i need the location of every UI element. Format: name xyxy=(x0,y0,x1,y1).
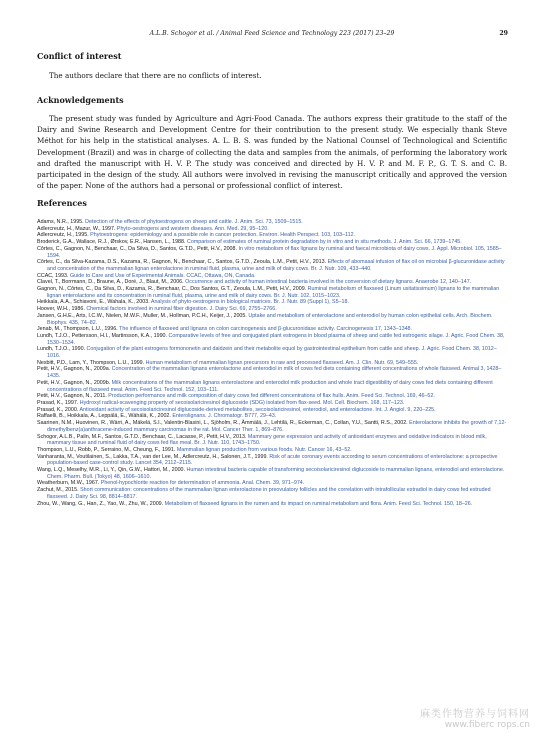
reference-link[interactable]: Metabolism of flaxseed lignans in the rumen and its impact on ruminal metabolism and flora. Anim. Feed Sci. Technol. 150, 18–26. xyxy=(164,500,473,507)
reference-item xyxy=(37,246,507,259)
reference-item xyxy=(37,333,507,346)
reference-authors: Adlercreutz, H., 1995. xyxy=(37,232,91,239)
reference-link[interactable]: Mammalian lignan production from various foods. Nutr. Cancer 16, 43–52. xyxy=(176,446,352,453)
reference-link[interactable]: Short communication: concentrations of the mammalian lignan enterolactone in preovulatory follicles and the correlation with intrafollicular estradiol in dairy cows fed extruded flaxseed. J. Dairy Sci. 98, 8814–8817. xyxy=(47,487,491,500)
reference-authors: Broderick, G.A., Wallace, R.J., Ørskov, E.R., Hansen, L., 1988. xyxy=(37,239,187,246)
reference-item xyxy=(37,380,507,393)
reference-authors: Heikkala, A.A., Schiavoni, E., Wahala, K., 2003. xyxy=(37,299,151,306)
reference-item xyxy=(37,501,507,508)
reference-link[interactable]: Enterolactone inhibits the growth of 7,12-dimethylbenz(a)anthracene-induced mammary carcinomas in the rat. Mol. Cancer Ther. 1, 869–876. xyxy=(47,420,507,433)
reference-authors: Zhou, W., Wang, G., Han, Z., Yao, W., Zhu, W., 2009. xyxy=(37,500,165,507)
reference-item xyxy=(37,219,507,226)
reference-item xyxy=(37,420,507,433)
reference-authors: Jenab, M., Thompson, L.U., 1996. xyxy=(37,326,120,333)
reference-authors: Thompson, L.U., Robb, P., Serraino, M., Cheung, F., 1991. xyxy=(37,446,177,453)
reference-item xyxy=(37,226,507,233)
watermark-line-2: www.fiberc rops.cn xyxy=(444,720,530,730)
reference-authors: Adlercreutz, H., Mazur, W., 1997. xyxy=(37,225,117,232)
reference-link[interactable]: Conjugation of the plant estrogens formononetin and daidzein and their metabolite equol by gastrointestinal epithelium from cattle and sheep. J. Agric. Food Chem. 38, 1012–1016. xyxy=(47,346,497,360)
reference-link[interactable]: Comparative levels of free and conjugated plant estrogens in blood plasma of sheep and cattle fed estrogenic silage. J. Agric. Food Chem. 38, 1530–1534. xyxy=(47,332,505,346)
reference-item xyxy=(37,400,507,407)
reference-authors: Clavel, T., Borrmann, D., Braune, A., Doré, J., Blaut, M., 2006. xyxy=(37,279,186,286)
reference-authors: Raffaelli, B., Hoikkala, A., Leppälä, E., Wähälä, K., 2002. xyxy=(37,413,173,420)
reference-authors: Prasad, K., 1997. xyxy=(37,399,80,406)
reference-authors: Vanharanta, M., Voutilainen, S., Lakka, T.A., van der Lee, M., Adlercreutz, H., Salonen, J.T., 1999. xyxy=(37,453,270,460)
reference-link[interactable]: Comparison of estimates of ruminal protein degradation by in vitro and in situ methods. J. Anim. Sci. 66, 1739–1745. xyxy=(186,239,462,246)
reference-item xyxy=(37,273,507,280)
reference-item xyxy=(37,393,507,400)
reference-link[interactable]: Effects of abomasal infusion of flax oil on microbial β-glucuronidase activity and concentration of the mammalian lignan enterolactone in ruminal fluid, plasma, urine and milk of dairy cows. Br. J. Nutr. 109, 433–440. xyxy=(47,259,505,272)
reference-item xyxy=(37,407,507,414)
reference-authors: CCAC, 1993. xyxy=(37,272,70,279)
reference-link[interactable]: Ruminal metabolism of flaxseed (Linum usitatissimum) lignans to the mammalian lignan enterolactone and its concentration in ruminal fluid, plasma, urine and milk of dairy cows. Br. J. Nutr. 102, 1015–1023. xyxy=(47,286,500,299)
reference-authors: Nesbitt, P.D., Lam, Y., Thompson, L.U., 1999. xyxy=(37,359,146,366)
reference-link[interactable]: The influence of flaxseed and lignans on colon carcinogenesis and β-glucuronidase activity. Carcinogenesis 17, 1343–1348. xyxy=(119,326,413,333)
reference-authors: Zachut, M., 2015. xyxy=(37,487,81,494)
reference-item xyxy=(37,299,507,306)
reference-item xyxy=(37,326,507,333)
watermark xyxy=(420,709,530,731)
reference-link[interactable]: Detection of the effects of phytoestrogens on sheep and cattle. J. Anim. Sci. 73, 1509–1515. xyxy=(85,219,303,225)
reference-link[interactable]: Concentration of the mammalian lignans enterolactone and enterodiol in milk of cows fed diets containing different concentrations of whole flaxseed. Animal 3, 1428–1435. xyxy=(47,366,502,380)
reference-authors: Petit, H.V., Gagnon, N., 2009a. xyxy=(37,366,112,373)
reference-authors: Adams, N.R., 1995. xyxy=(37,219,86,225)
reference-link[interactable]: Chemical factors involved in ruminal fiber digestion. J. Dairy Sci. 69, 2755–2766. xyxy=(86,306,277,313)
reference-item xyxy=(37,360,507,367)
reference-item xyxy=(37,454,507,467)
reference-authors: Jansen, G.H.E., Arts, I.C.W., Nielen, M.W.F., Muller, M., Hollman, P.C.H., Keijer, J., 2005. xyxy=(37,312,249,319)
reference-authors: Lundh, T.J.O., 1990. xyxy=(37,346,87,353)
page-number: 29 xyxy=(499,30,508,37)
reference-authors: Wang, L.Q., Meselhy, M.R., Li, Y., Qin, G.W., Hattori, M., 2000. xyxy=(37,467,187,474)
reference-item xyxy=(37,467,507,480)
references-heading: References xyxy=(37,198,87,208)
reference-link[interactable]: Hydroxyl radical-scavenging property of secoisolariciresinol diglucoside (SDG) isolated from flax-seed. Mol. Cell. Biochem. 168, 117–123. xyxy=(79,399,405,406)
reference-item xyxy=(37,346,507,359)
reference-authors: Schogor, A.L.B., Palin, M.F., Santos, G.T.D., Benchaar, C., Lacasse, P., Petit, H.V., 2013. xyxy=(37,433,248,440)
reference-link[interactable]: In vitro metabolism of flax lignans by ruminal and faecal microbiota of dairy cows. J. Appl. Microbiol. 105, 1585–1594. xyxy=(47,245,502,259)
reference-authors: Petit, H.V., Gagnon, N., 2009b. xyxy=(37,379,112,386)
reference-authors: Prasad, K., 2000. xyxy=(37,406,80,413)
reference-link[interactable]: Analysis of phyto-oestrogens in biological matrices. Br. J. Nutr. 89 (Suppl 1), S5–18. xyxy=(150,299,349,306)
reference-link[interactable]: Phytoestrogens: epidemiology and a possible role in cancer protection. Environ. Health Perspect. 103, 103–112. xyxy=(90,232,356,239)
reference-link[interactable]: Human intestinal bacteria capable of transforming secoisolariciresinol diglucoside to mammalian lignans, enterodiol and enterolactone. Chem. Pharm. Bull. (Tokyo) 48, 1606–1610. xyxy=(47,467,505,480)
reference-list xyxy=(37,219,507,507)
reference-link[interactable]: Antioxidant activity of secoisolariciresinol diglucoside-derived metabolites, secoisolariciresinol, enterodiol, and enterolactone. Int. J. Angiol. 9, 220–225. xyxy=(79,406,436,413)
reference-link[interactable]: Phenol-hypochlorite reaction for determination of ammonia. Anal. Chem. 39, 971–974. xyxy=(100,480,305,487)
watermark-line-1: 麻类作物营养与饲料网 xyxy=(420,709,530,720)
reference-link[interactable]: Production performance and milk composition of dairy cows fed different concentrations of flax hulls. Anim. Feed Sci. Technol. 169, 46–52. xyxy=(108,393,435,400)
conflict-heading: Conflict of interest xyxy=(37,51,122,61)
reference-link[interactable]: Mammary gene expression and activity of antioxidant enzymes and oxidative indicators in blood milk, mammary tissue and ruminal fluid of dairy cows fed flax meal. Br. J. Nutr. 110, 1743–1750. xyxy=(47,433,487,447)
running-title: A.L.B. Schogor et al. / Animal Feed Science and Technology 223 (2017) 23–29 xyxy=(149,30,395,37)
reference-item xyxy=(37,286,507,299)
reference-link[interactable]: Milk concentrations of the mammalian lignans enterolactone and enterodiol milk production and whole tract digestibility of dairy cows fed diets containing different concentrations of flaxseed meal. Anim. Feed Sci. Technol. 152, 103–111. xyxy=(47,379,493,393)
reference-authors: Côrtes, C., Gagnon, N., Benchaar, C., Da Silva, D., Santos, G.T.D., Petit, H.V., 2008. xyxy=(37,245,239,252)
reference-item xyxy=(37,259,507,272)
reference-item xyxy=(37,447,507,454)
conflict-text: The authors declare that there are no conflicts of interest. xyxy=(49,71,262,80)
reference-authors: Petit, H.V., Gagnon, N., 2011. xyxy=(37,393,109,400)
acknowledgements-heading: Acknowledgements xyxy=(37,95,124,105)
acknowledgements-text: The present study was funded by Agriculture and Agri-Food Canada. The authors express their gratitude to the staff of the Dairy and Swine Research and Development Centre for their contribution to the present study. We especially thank Steve Méthot for his help in the statistical analyses. A. L. B. S. was funded by the National Counsel of Technological and Scientific Development (Brazil) and was in charge of collecting the data and samples from the animals, of performing the laboratory work and drafted the manuscript with H. V. P. The study was conceived and directed by H. V. P. and M. F. P., G. T. S. and C. B. participated in the design of the study. All authors were involved in revising the manuscript critically and approved the version of the paper. None of the authors had a personal or professional conflict of interest. xyxy=(37,114,507,191)
reference-item xyxy=(37,480,507,487)
reference-item xyxy=(37,239,507,246)
reference-link[interactable]: Human metabolism of mammalian lignan precursors in raw and processed flaxseed. Am. J. Clin. Nutr. 69, 549–555. xyxy=(145,359,419,366)
reference-item xyxy=(37,434,507,447)
reference-item xyxy=(37,366,507,379)
reference-link[interactable]: Uptake and metabolism of enterolactone and enterodiol by human colon epithelial cells. Arch. Biochem. Biophys. 435, 74–82. xyxy=(47,312,493,326)
reference-authors: Saarinen, N.M., Huovinen, R., Wärri, A., Mäkelä, S.I., Valentin-Blasini, L., Sjöholm, R., Ämmälä, J., Lehtilä, R., Eckerman, C., Collan, Y.U., Santti, R.S., 2002. xyxy=(37,420,410,427)
reference-authors: Gagnon, N., Côrtes, C., Da Silva, D., Kazama, R., Benchaar, C., Dos Santos, G.T., Zeoula, L.M., Petit, H.V., 2009. xyxy=(37,286,308,293)
reference-authors: Côrtes, C., da Silva-Kazama, D.S., Kazama, R., Gagnon, N., Benchaar, C., Santos, G.T.D., Zeoula, L.M., Petit, H.V., 2013. xyxy=(37,259,328,266)
reference-item xyxy=(37,306,507,313)
reference-link[interactable]: Phyto-oestrogens and western diseases. Ann. Med. 29, 95–120. xyxy=(116,225,269,232)
running-header xyxy=(36,30,508,42)
reference-item xyxy=(37,232,507,239)
reference-item xyxy=(37,313,507,326)
reference-authors: Hoover, W.H., 1986. xyxy=(37,306,87,313)
reference-authors: Lundh, T.J.O., Pettersson, H.I., Martinsson, K.A., 1990. xyxy=(37,332,169,339)
reference-authors: Weatherburn, M.W., 1967. xyxy=(37,480,101,487)
reference-item xyxy=(37,487,507,500)
reference-link[interactable]: Enterolignans. J. Chromatogr. B777, 29–43. xyxy=(172,413,277,420)
reference-link[interactable]: Guide to Care and Use of Experimental Animals. CCAC, Ottawa, ON, Canada. xyxy=(69,272,256,279)
reference-link[interactable]: Risk of acute coronary events according to serum concentrations of enterolactone: a prospective population-based case-control study. Lancet 354, 2112–2115. xyxy=(47,453,498,467)
reference-item xyxy=(37,279,507,286)
reference-link[interactable]: Occurrence and activity of human intestinal bacteria involved in the conversion of dietary lignans. Anaerobe 12, 140–147. xyxy=(185,279,472,286)
